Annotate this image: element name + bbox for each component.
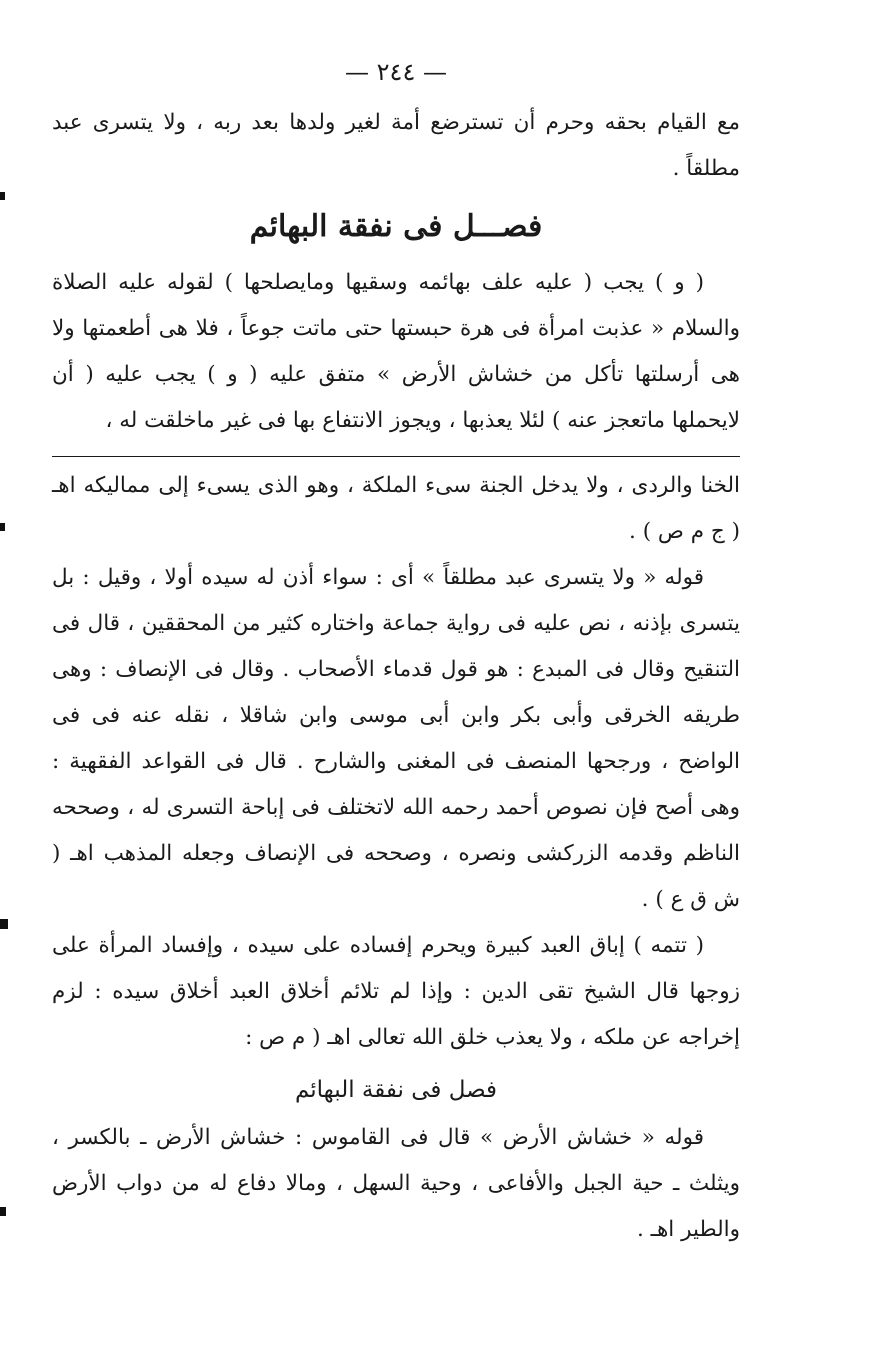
scan-margin-mark [0, 1207, 6, 1216]
main-opening-text: مع القيام بحقه وحرم أن تسترضع أمة لغير ولدها بعد ربه ، ولا يتسرى عبد مطلقاً . [52, 110, 740, 181]
section-heading-main: فصـــل فى نفقة البهائم [249, 209, 543, 244]
book-page [52, 52, 740, 1253]
footnote-tatimma: ( تتمه ) إباق العبد كبيرة ويحرم إفساده على سيده ، وإفساد المرأة على زوجها قال الشيخ تقى الدين : وإذا لم تلائم أخلاق العبد أخلاق سيده : لزم إخراجه عن ملكه ، ولا يعذب خلق الله تعالى اهـ ( م ص : [52, 933, 740, 1050]
footnote-continuation: الخنا والردى ، ولا يدخل الجنة سىء الملكة ، وهو الذى يسىء إلى مماليكه اهـ ( ج م ص ) . [52, 473, 740, 544]
page-number: — ٢٤٤ — [345, 58, 447, 86]
section-heading-footnotes: فصل فى نفقة البهائم [294, 1077, 498, 1103]
main-section-body: ( و ) يجب ( عليه علف بهائمه وسقيها ومايصلحها ) لقوله عليه الصلاة والسلام « عذبت امرأة فى هرة حبستها حتى ماتت جوعاً ، فلا هى أطعمتها ولا هى أرسلتها تأكل من خشاش الأرض » متفق عليه ( و ) يجب عليه ( أن لايحملها ماتعجز عنه ) لئلا يعذبها ، ويجوز الانتفاع بها فى غير ماخلقت له ، [52, 270, 740, 433]
footnote-separator-rule [52, 456, 740, 457]
scan-margin-mark [0, 919, 8, 929]
footnote-khashash: قوله « خشاش الأرض » قال فى القاموس : خشاش الأرض ـ بالكسر ، ويثلث ـ حية الجبل والأفاعى ، وحية السهل ، ومالا دفاع له من دواب الأرض والطير اهـ . [52, 1125, 740, 1242]
scan-margin-mark [0, 192, 5, 200]
footnote-tasarri: قوله « ولا يتسرى عبد مطلقاً » أى : سواء أذن له سيده أولا ، وقيل : بل يتسرى بإذنه ، نص عليه فى رواية جماعة واختاره كثير من المحققين ، قال فى التنقيح وقال فى المبدع : هو قول قدماء الأصحاب . وقال فى الإنصاف : وهى طريقه الخرقى وأبى بكر وابن أبى موسى وابن شاقلا ، نقله عنه فى فى الواضح ، ورجحها المنصف فى المغنى والشارح . قال فى القواعد الفقهية : وهى أصح فإن نصوص أحمد رحمه الله لاتختلف فى إباحة التسرى له ، وصححه الناظم وقدمه الزركشى ونصره ، وصححه فى الإنصاف وجعله المذهب اهـ ( ش ق ع ) . [52, 565, 740, 912]
scan-margin-mark [0, 523, 5, 531]
